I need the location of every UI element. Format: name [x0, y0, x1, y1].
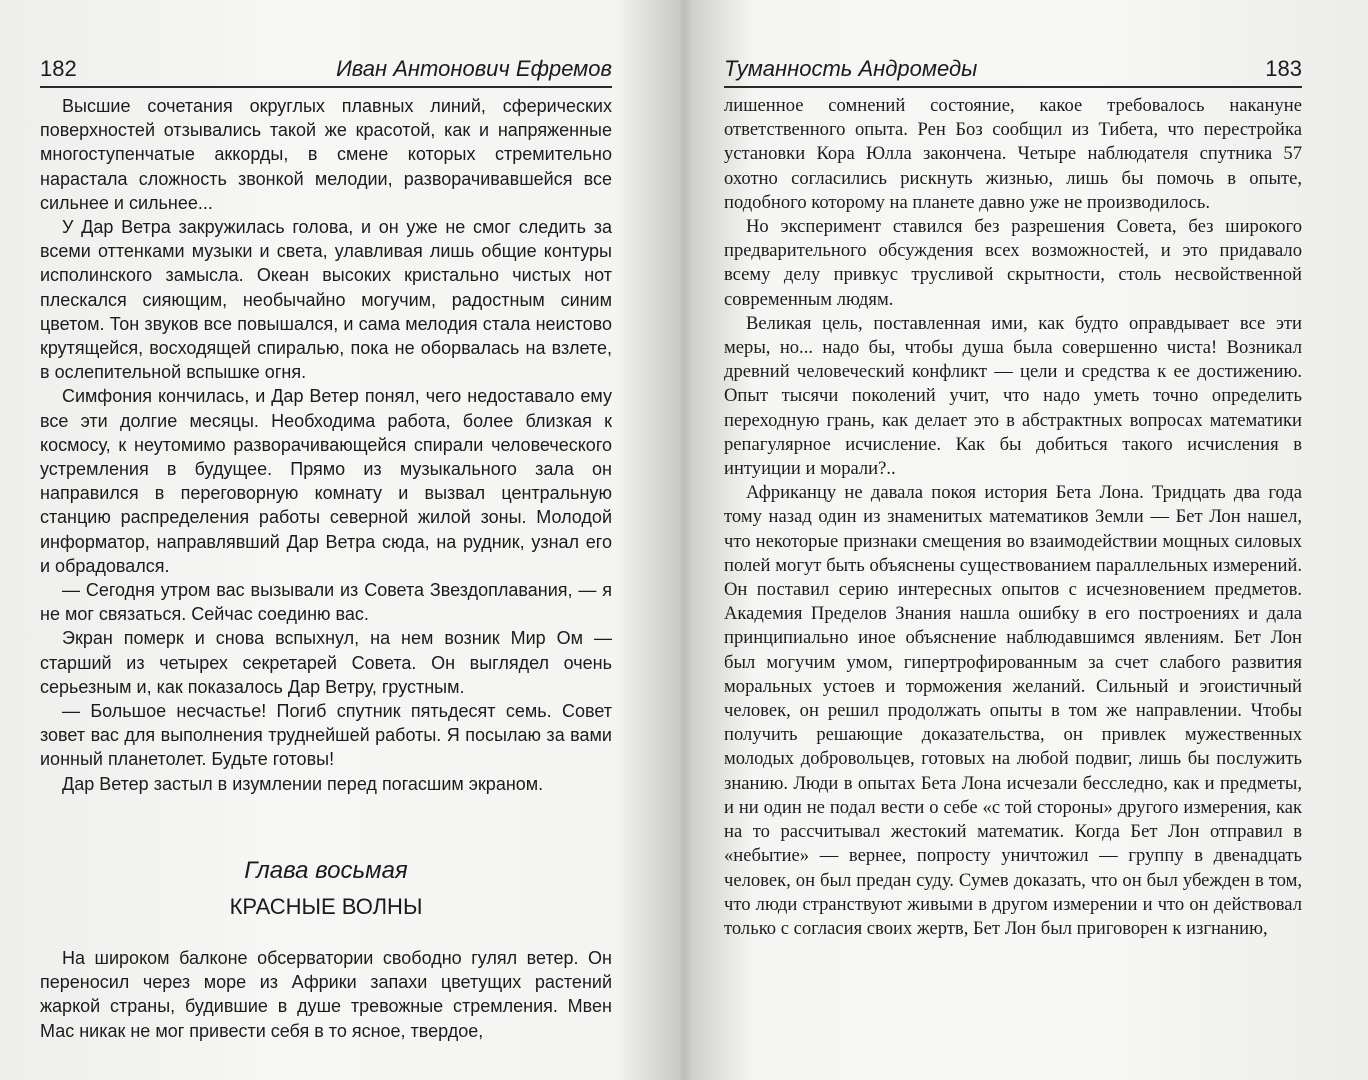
paragraph: лишенное сомнений состояние, какое требовалось накануне ответственного опыта. Рен Боз сообщил из Тибета, что перестройка установки Кора Юлла закончена. Четыре наблюдателя спутника 57 охотно согласились рискнуть жизнью, лишь бы помочь в опыте, подобного которому на планете давно уже не производилось.	[724, 95, 1302, 213]
running-head-title: Туманность Андромеды	[724, 56, 978, 81]
paragraph: — Большое несчастье! Погиб спутник пятьдесят семь. Совет зовет вас для выполнения труднейшей работы. Я посылаю за вами ионный планетолет. Будьте готовы!	[40, 701, 612, 770]
running-head-author: Иван Антонович Ефремов	[336, 56, 612, 81]
body-text	[724, 94, 1302, 941]
body-text	[40, 94, 612, 796]
paragraph: Великая цель, поставленная ими, как будто оправдывает все эти меры, но... надо бы, чтобы душа была совершенно чиста! Возникал древний человеческий конфликт — цели и средства к ее достижению. Опыт тысячи поколений учит, что надо уметь точно определить переходную грань, как делает это в абстрактных вопросах математики репагулярное исчисление. Как бы добиться такого исчисления в интуиции и морали?..	[724, 312, 1302, 480]
running-header	[724, 52, 1302, 88]
page-number: 183	[1265, 56, 1302, 81]
paragraph: Но эксперимент ставился без разрешения Совета, без широкого предварительного обсуждения всех возможностей, и это придавало всему делу привкус трусливой скрытности, столь несвойственной современным людям.	[724, 216, 1302, 310]
chapter-body-text	[40, 946, 612, 1043]
paragraph: Дар Ветер застыл в изумлении перед погасшим экраном.	[62, 773, 544, 794]
paragraph: — Сегодня утром вас вызывали из Совета Звездоплавания, — я не мог связаться. Сейчас соединю вас.	[40, 580, 612, 625]
right-page	[684, 0, 1368, 1080]
chapter-number: Глава восьмая	[244, 856, 408, 884]
chapter-heading	[40, 854, 612, 924]
chapter-title: КРАСНЫЕ ВОЛНЫ	[229, 893, 423, 919]
running-header	[40, 52, 612, 88]
paragraph: Симфония кончилась, и Дар Ветер понял, чего недоставало ему все эти долгие месяцы. Необходима работа, более близкая к космосу, к неутомимо разворачивающейся спирали человеческого устремления в будущее. Прямо из музыкального зала он направился в переговорную комнату и вызвал центральную станцию распределения работы северной жилой зоны. Молодой информатор, направлявший Дар Ветра сюда, на рудник, узнал его и обрадовался.	[40, 386, 612, 576]
paragraph: Высшие сочетания округлых плавных линий, сферических поверхностей отзывались такой же красотой, как и напряженные многоступенчатые аккорды, в смене которых стремительно нарастала сложность звонкой мелодии, разворачивавшейся все сильнее и сильнее...	[40, 96, 612, 213]
paragraph: На широком балконе обсерватории свободно гулял ветер. Он переносил через море из Африки запахи цветущих растений жаркой страны, будившие в душе тревожные стремления. Мвен Мас никак не мог привести себя в то ясное, твердое,	[40, 947, 612, 1041]
paragraph: Африканцу не давала покоя история Бета Лона. Тридцать два года тому назад один из знаменитых математиков Земли — Бет Лон нашел, что некоторые признаки смещения во взаимодействии мощных силовых полей могут быть объяснены существованием параллельных измерений. Он поставил серию интересных опытов с исчезновением предметов. Академия Пределов Знания нашла ошибку в его построениях и дала принципиально иное объяснение наблюдавшимся явлениям. Бет Лон был могучим умом, гипертрофированным за счет слабого развития моральных устоев и торможения желаний. Сильный и эгоистичный человек, он решил продолжать опыты в том же направлении. Чтобы получить решающие доказательства, он привлек мужественных молодых добровольцев, готовых на любой подвиг, лишь бы послужить знанию. Люди в опытах Бета Лона исчезали бесследно, как и предметы, и ни один не подал вести о себе «с той стороны» другого измерения, как на то рассчитывал жестокий математик. Когда Бет Лон отправил в «небытие» — вернее, попросту уничтожил — группу в двенадцать человек, он был предан суду. Сумев доказать, что он был убежден в том, что люди странствуют живыми в другом измерении и что он действовал только с согласия своих жертв, Бет Лон был приговорен к изгнанию,	[724, 482, 1302, 939]
page-number: 182	[40, 56, 77, 81]
paragraph: Экран померк и снова вспыхнул, на нем возник Мир Ом — старший из четырех секретарей Совета. Он выглядел очень серьезным и, как показалось Дар Ветру, грустным.	[40, 628, 612, 697]
paragraph: У Дар Ветра закружилась голова, и он уже не смог следить за всеми оттенками музыки и света, улавливая лишь общие контуры исполинского замысла. Океан высоких кристально чистых нот плескался сияющим, необычайно могучим, радостным синим цветом. Тон звуков все повышался, и сама мелодия стала неистово крутящейся, восходящей спиралью, пока не оборвалась на взлете, в ослепительной вспышке огня.	[40, 217, 612, 383]
